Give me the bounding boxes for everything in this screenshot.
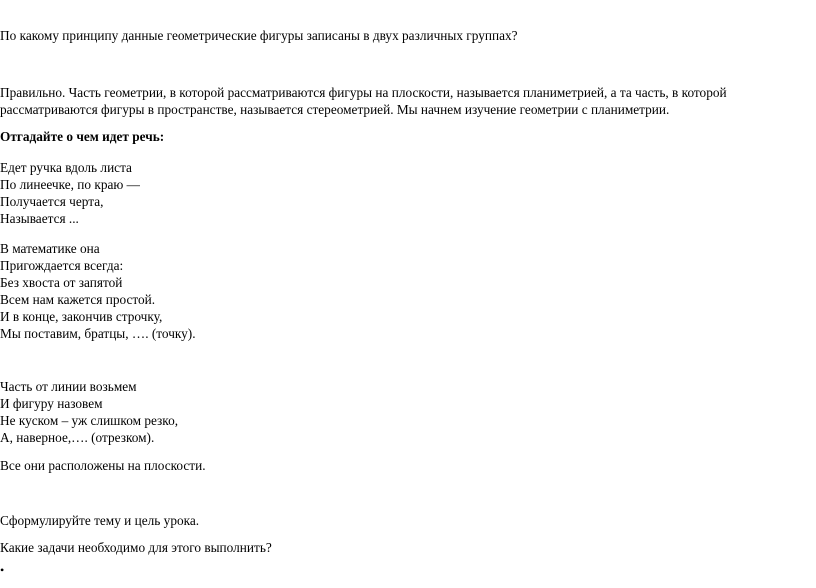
plane-statement: Все они расположены на плоскости.	[0, 458, 206, 473]
poem-line: А, наверное,…. (отрезком).	[0, 430, 155, 445]
list-bullet: •	[0, 563, 5, 577]
poem-line: Называется ...	[0, 211, 79, 226]
poem-line: По линеечке, по краю —	[0, 177, 140, 192]
poem-line: Получается черта,	[0, 194, 104, 209]
poem-line: И фигуру назовем	[0, 396, 103, 411]
task-formulate: Сформулируйте тему и цель урока.	[0, 513, 200, 528]
poem-line: Всем нам кажется простой.	[0, 292, 156, 307]
question-text: По какому принципу данные геометрические фигуры записаны в двух различных группах?	[0, 28, 518, 43]
poem-line: И в конце, закончив строчку,	[0, 309, 163, 324]
answer-paragraph: Правильно. Часть геометрии, в которой рассматриваются фигуры на плоскости, называется планиметрией, а та часть, в которой рассматриваются фигуры в пространстве, называется стереометрией. Мы начнем изучение геометрии с планиметрии.	[0, 85, 727, 117]
task-question: Какие задачи необходимо для этого выполнить?	[0, 540, 272, 555]
poem-line: Едет ручка вдоль листа	[0, 160, 132, 175]
poem-line: Без хвоста от запятой	[0, 275, 123, 290]
riddle-heading: Отгадайте о чем идет речь:	[0, 129, 165, 144]
poem-line: Часть от линии возьмем	[0, 379, 137, 394]
poem-line: В математике она	[0, 241, 100, 256]
poem-line: Пригождается всегда:	[0, 258, 124, 273]
poem-line: Мы поставим, братцы, …. (точку).	[0, 326, 196, 341]
poem-line: Не куском – уж слишком резко,	[0, 413, 179, 428]
